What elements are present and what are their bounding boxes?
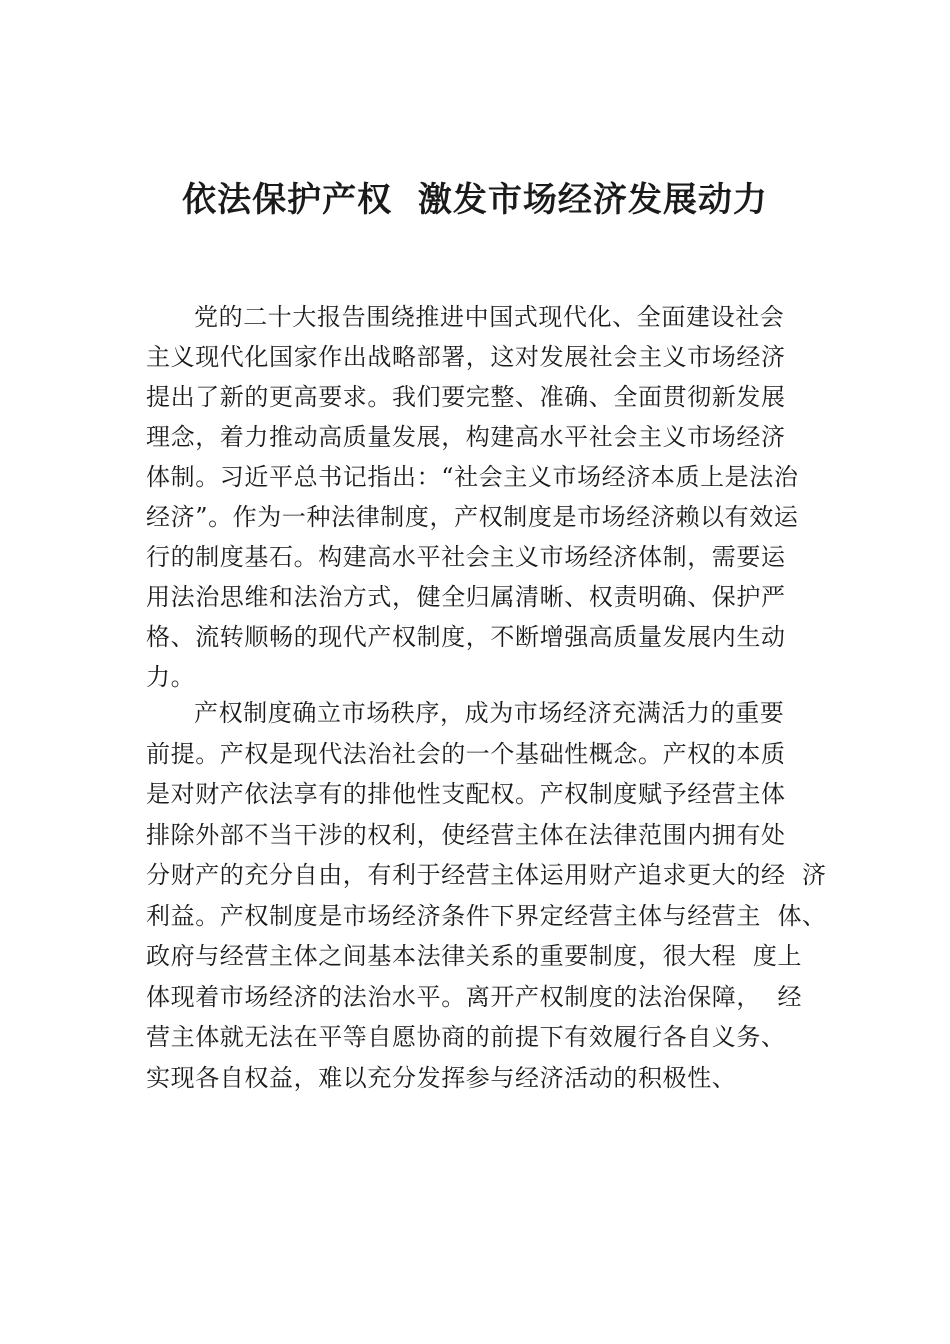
text-line: 政府与经营主体之间基本法律关系的重要制度，很大程 度上: [146, 942, 803, 970]
text-line: 用法治思维和法治方式，健全归属清晰、权责明确、保护严: [146, 583, 786, 611]
text-line: 产权制度确立市场秩序，成为市场经济充满活力的重要: [194, 699, 785, 727]
text-line: 格、流转顺畅的现代产权制度，不断增强高质量发展内生动: [146, 623, 786, 651]
text-line: 行的制度基石。构建高水平社会主义市场经济体制，需要运: [146, 543, 786, 571]
text-line: 营主体就无法在平等自愿协商的前提下有效履行各自义务、: [146, 1023, 786, 1051]
text-line: 分财产的充分自由，有利于经营主体运用财产追求更大的经 济: [146, 861, 827, 889]
document-title: 依法保护产权 激发市场经济发展动力: [182, 180, 768, 220]
text-line: 利益。产权制度是市场经济条件下界定经营主体与经营主 体、: [146, 901, 827, 930]
text-line: 力。: [146, 663, 196, 691]
text-line: 排除外部不当干涉的权利，使经营主体在法律范围内拥有处: [146, 820, 786, 849]
text-line: 党的二十大报告围绕推进中国式现代化、全面建设社会: [194, 303, 785, 331]
text-line: 前提。产权是现代法治社会的一个基础性概念。产权的本质: [146, 739, 786, 768]
text-line: 实现各自权益，难以充分发挥参与经济活动的积极性、: [146, 1063, 737, 1092]
text-line: 主义现代化国家作出战略部署，这对发展社会主义市场经济: [146, 343, 786, 371]
text-line: 经济”。作为一种法律制度，产权制度是市场经济赖以有效运: [146, 503, 799, 531]
text-line: 是对财产依法享有的排他性支配权。产权制度赋予经营主体: [146, 780, 786, 808]
text-line: 体制。习近平总书记指出：“社会主义市场经济本质上是法治: [146, 463, 799, 491]
paragraph-2: [146, 693, 846, 1098]
paragraph-1: [146, 297, 846, 697]
text-line: 提出了新的更高要求。我们要完整、准确、全面贯彻新发展: [146, 383, 786, 411]
text-line: 理念，着力推动高质量发展，构建高水平社会主义市场经济: [146, 423, 786, 451]
text-line: 体现着市场经济的法治水平。离开产权制度的法治保障， 经: [146, 982, 803, 1011]
